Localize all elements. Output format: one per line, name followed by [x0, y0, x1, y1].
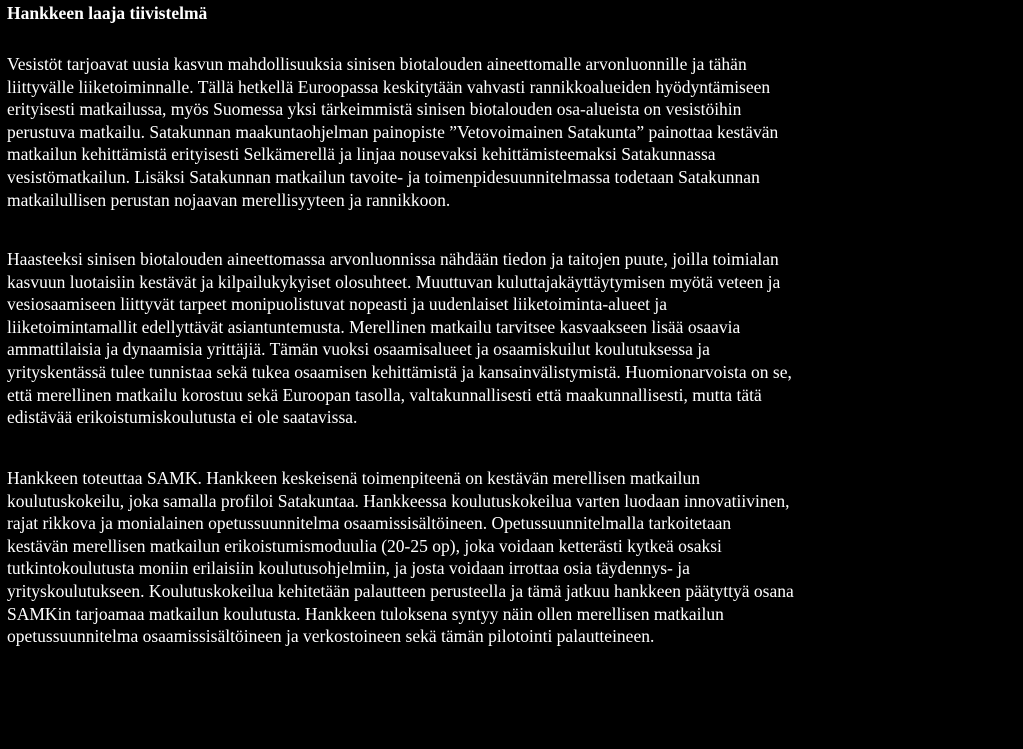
paragraph-line: SAMKin tarjoamaa matkailun koulutusta. Hankkeen tuloksena syntyy näin ollen merellisen matkailun: [7, 603, 724, 624]
paragraph-line: yrityskoulutukseen. Koulutuskokeilua kehitetään palautteen perusteella ja tämä jatkuu hankkeen päätyttyä osana: [7, 581, 794, 601]
paragraph-line: vesiosaamiseen liittyvät tarpeet monipuolistuvat nopeasti ja uudenlaiset liiketoiminta-alueet ja: [7, 294, 667, 315]
paragraph-line: vesistömatkailun. Lisäksi Satakunnan matkailun tavoite- ja toimenpidesuunnitelmassa todetaan Satakunnan: [7, 167, 760, 187]
paragraph-line: että merellinen matkailu korostuu sekä Euroopan tasolla, valtakunnallisesti että maakunnallisesti, mutta tätä: [7, 384, 762, 405]
paragraph-line: liittyvälle liiketoiminnalle. Tällä hetkellä Euroopassa keskitytään vahvasti rannikkoalueiden hyödyntämiseen: [7, 76, 771, 97]
paragraph-line: erityisesti matkailussa, myös Suomessa yksi tärkeimmistä sinisen biotalouden osa-alueista on vesistöihin: [7, 99, 742, 120]
document-heading: Hankkeen laaja tiivistelmä: [7, 3, 208, 23]
paragraph-line: matkailullisen perustan nojaavan merellisyyteen ja rannikkoon.: [7, 189, 451, 210]
paragraph-line: yrityskentässä tulee tunnistaa sekä tukea osaamisen kehittämistä ja kansainvälistymistä. Huomionarvoista on se,: [7, 362, 792, 382]
paragraph-line: edistävää erikoistumiskoulutusta ei ole saatavissa.: [7, 407, 358, 428]
paragraph-line: Vesistöt tarjoavat uusia kasvun mahdollisuuksia sinisen biotalouden aineettomalle arvonluonnille ja tähän: [7, 54, 747, 74]
paragraph-line: matkailun kehittämistä erityisesti Selkämerellä ja linjaa nousevaksi kehittämisteemaksi Satakunnassa: [7, 144, 716, 165]
paragraph-line: tutkintokoulutusta moniin erilaisiin koulutusohjelmiin, ja josta voidaan irrottaa osia täydennys- ja: [7, 558, 690, 579]
paragraph-line: perustuva matkailu. Satakunnan maakuntaohjelman painopiste ”Vetovoimainen Satakunta” painottaa kestävän: [7, 121, 779, 142]
paragraph-line: Hankkeen toteuttaa SAMK. Hankkeen keskeisenä toimenpiteenä on kestävän merellisen matkailun: [7, 468, 700, 488]
paragraph-line: ammattilaisia ja dynaamisia yrittäjiä. Tämän vuoksi osaamisalueet ja osaamiskuilut koulutuksessa ja: [7, 339, 710, 360]
paragraph-line: kasvuun luotaisiin kestävät ja kilpailukykyiset olosuhteet. Muuttuvan kuluttajakäyttäytymisen myötä veteen ja: [7, 271, 781, 292]
paragraph-line: opetussuunnitelma osaamissisältöineen ja verkostoineen sekä tämän pilotointi palautteineen.: [7, 626, 655, 647]
paragraph-line: kestävän merellisen matkailun erikoistumismoduulia (20-25 op), joka voidaan ketterästi kytkeä osaksi: [7, 535, 722, 556]
paragraph-line: Haasteeksi sinisen biotalouden aineettomassa arvonluonnissa nähdään tiedon ja taitojen puute, joilla toimialan: [7, 249, 779, 269]
paragraph-line: koulutuskokeilu, joka samalla profiloi Satakuntaa. Hankkeessa koulutuskokeilua varten luodaan innovatiivinen,: [7, 490, 790, 511]
paragraph-line: liiketoimintamallit edellyttävät asiantuntemusta. Merellinen matkailu tarvitsee kasvaakseen lisää osaavia: [7, 316, 741, 337]
paragraph-line: rajat rikkova ja monialainen opetussuunnitelma osaamissisältöineen. Opetussuunnitelmalla tarkoitetaan: [7, 513, 732, 534]
